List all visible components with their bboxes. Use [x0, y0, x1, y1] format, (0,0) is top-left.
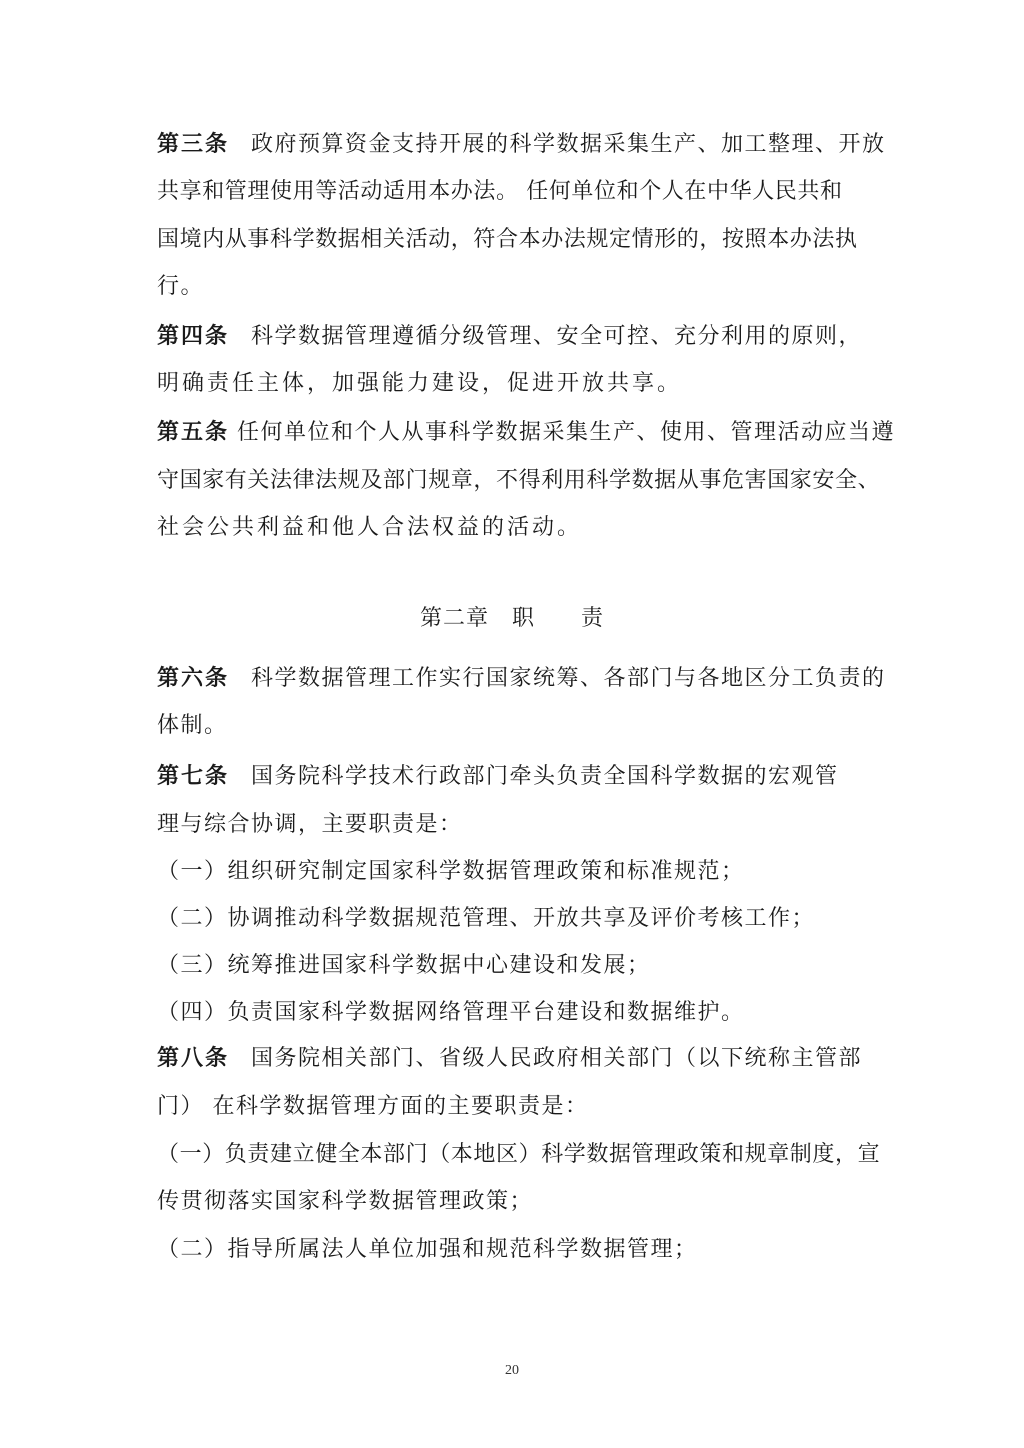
article-7-item-3: （三）统筹推进国家科学数据中心建设和发展； [157, 953, 651, 978]
article-3-label: 第三条 [157, 132, 230, 157]
article-4-label: 第四条 [157, 324, 230, 349]
article-6-line-2: 体制。 [157, 713, 228, 738]
article-3-line-4: 行。 [157, 274, 205, 299]
article-8-item-1: （一）负责建立健全本部门（本地区）科学数据管理政策和规章制度，宣 [157, 1142, 881, 1167]
article-7-label: 第七条 [157, 764, 230, 789]
chapter-heading: 第二章 职 责 [419, 606, 604, 631]
article-4-line-1: 第四条 科学数据管理遵循分级管理、安全可控、充分利用的原则， [157, 324, 863, 349]
article-7-line-1: 第七条 国务院科学技术行政部门牵头负责全国科学数据的宏观管 [157, 764, 839, 789]
article-5-line-3: 社会公共利益和他人合法权益的活动。 [157, 515, 583, 540]
article-7-line-2: 理与综合协调，主要职责是： [157, 812, 463, 837]
article-7-item-2: （二）协调推动科学数据规范管理、开放共享及评价考核工作； [157, 906, 816, 931]
article-8-line-2: 门） 在科学数据管理方面的主要职责是： [157, 1094, 589, 1119]
article-5-label: 第五条 [157, 420, 230, 445]
page-number: 20 [505, 1363, 519, 1378]
article-7-item-1: （一）组织研究制定国家科学数据管理政策和标准规范； [157, 859, 745, 884]
article-5-line-2: 守国家有关法律法规及部门规章，不得利用科学数据从事危害国家安全、 [157, 468, 881, 493]
article-8-label: 第八条 [157, 1046, 230, 1071]
article-4-line-2: 明确责任主体，加强能力建设，促进开放共享。 [157, 371, 683, 396]
article-5-line-1: 第五条 任何单位和个人从事科学数据采集生产、使用、管理活动应当遵 [157, 420, 896, 445]
article-6-label: 第六条 [157, 666, 230, 691]
article-8-line-1: 第八条 国务院相关部门、省级人民政府相关部门（以下统称主管部 [157, 1046, 863, 1071]
article-6-line-1: 第六条 科学数据管理工作实行国家统筹、各部门与各地区分工负责的 [157, 666, 886, 691]
article-3-line-1: 第三条 政府预算资金支持开展的科学数据采集生产、加工整理、开放 [157, 132, 886, 157]
article-3-line-3: 国境内从事科学数据相关活动，符合本办法规定情形的，按照本办法执 [157, 227, 858, 252]
article-7-item-4: （四）负责国家科学数据网络管理平台建设和数据维护。 [157, 1000, 745, 1025]
article-8-item-1-cont: 传贯彻落实国家科学数据管理政策； [157, 1189, 534, 1214]
article-8-item-2: （二）指导所属法人单位加强和规范科学数据管理； [157, 1237, 698, 1262]
article-3-line-2: 共享和管理使用等活动适用本办法。 任何单位和个人在中华人民共和 [157, 179, 843, 204]
